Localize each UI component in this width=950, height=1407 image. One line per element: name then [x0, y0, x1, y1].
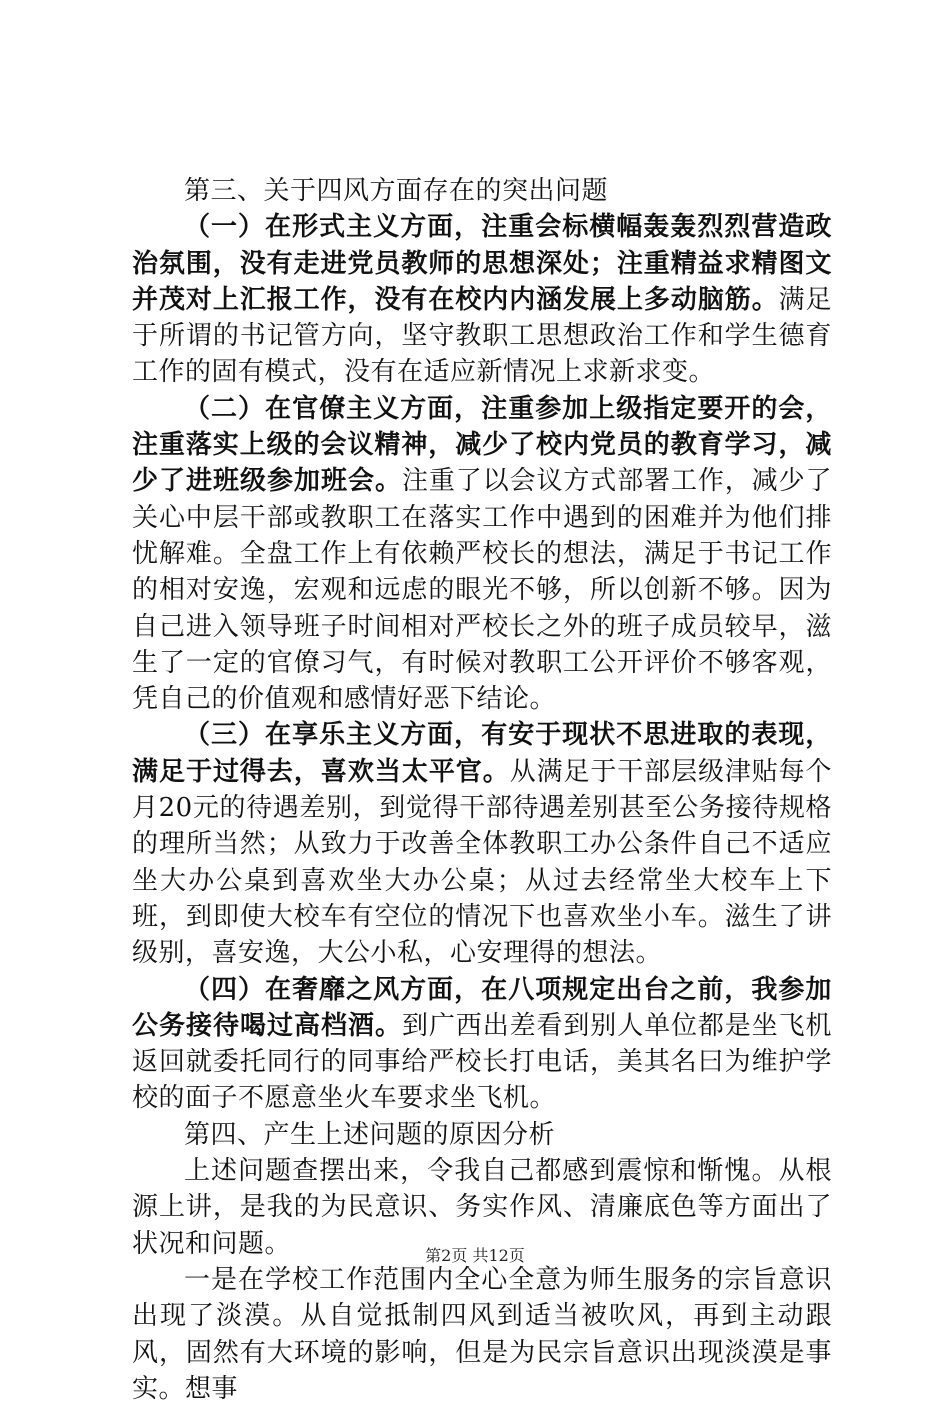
paragraph-body: 到广西出差看到别人单位都是坐飞机返回就委托同行的同事给严校长打电话，美其名曰为维护学校的面子不愿意坐火车要求坐飞机。 [132, 1010, 832, 1114]
page-number-footer: 第2页 共12页 [425, 1246, 525, 1265]
paragraph-body: 从满足于干部层级津贴每个月20元的待遇差别，到觉得干部待遇差别甚至公务接待规格的理所当然；从致力于改善全体教职工办公条件自己不适应坐大办公桌到喜欢坐大办公桌；从过去经常坐大校车上下班，到即使大校车有空位的情况下也喜欢坐小车。滋生了讲级别，喜安逸，大公小私，心安理得的想法。 [132, 756, 832, 969]
paragraph-lead-bold: （四）在奢靡之风方面，在八项规定出台之前，我参加公务接待喝过高档酒。 [132, 974, 832, 1041]
paragraph-formalism [132, 209, 832, 390]
paragraph-hedonism [132, 717, 832, 971]
paragraph-body: 满足于所谓的书记管方向，坚守教职工思想政治工作和学生德育工作的固有模式，没有在适应新情况上求新求变。 [132, 284, 832, 388]
paragraph-lead-bold: （二）在官僚主义方面，注重参加上级指定要开的会，注重落实上级的会议精神，减少了校内党员的教育学习，减少了进班级参加班会。 [132, 393, 832, 497]
paragraph-cause-intro: 上述问题查摆出来，令我自己都感到震惊和惭愧。从根源上讲，是我的为民意识、务实作风、清廉底色等方面出了状况和问题。 [132, 1156, 832, 1259]
paragraph-cause-one: 一是在学校工作范围内全心全意为师生服务的宗旨意识出现了淡漠。从自觉抵制四风到适当被吹风，再到主动跟风，固然有大环境的影响，但是为民宗旨意识出现淡漠是事实。想事 [132, 1264, 832, 1404]
paragraph-lead-bold: （三）在享乐主义方面，有安于现状不思进取的表现，满足于过得去，喜欢当太平官。 [132, 720, 832, 787]
document-body [132, 173, 832, 1407]
paragraph-body: 注重了以会议方式部署工作，减少了关心中层干部或教职工在落实工作中遇到的困难并为他们排忧解难。全盘工作上有依赖严校长的想法，满足于书记工作的相对安逸，宏观和远虑的眼光不够，所以创新不够。因为自己进入领导班子时间相对严校长之外的班子成员较早，滋生了一定的官僚习气，有时候对教职工公开评价不够客观，凭自己的价值观和感情好恶下结论。 [132, 466, 832, 715]
section-heading-4: 第四、产生上述问题的原因分析 [184, 1119, 556, 1150]
paragraph-bureaucratism [132, 391, 832, 718]
paragraph-lead-bold: （一）在形式主义方面，注重会标横幅轰轰烈烈营造政治氛围，没有走进党员教师的思想深处；注重精益求精图文并茂对上汇报工作，没有在校内内涵发展上多动脑筋。 [132, 212, 832, 315]
section-heading-3: 第三、关于四风方面存在的突出问题 [184, 176, 609, 206]
paragraph-extravagance [132, 972, 832, 1117]
